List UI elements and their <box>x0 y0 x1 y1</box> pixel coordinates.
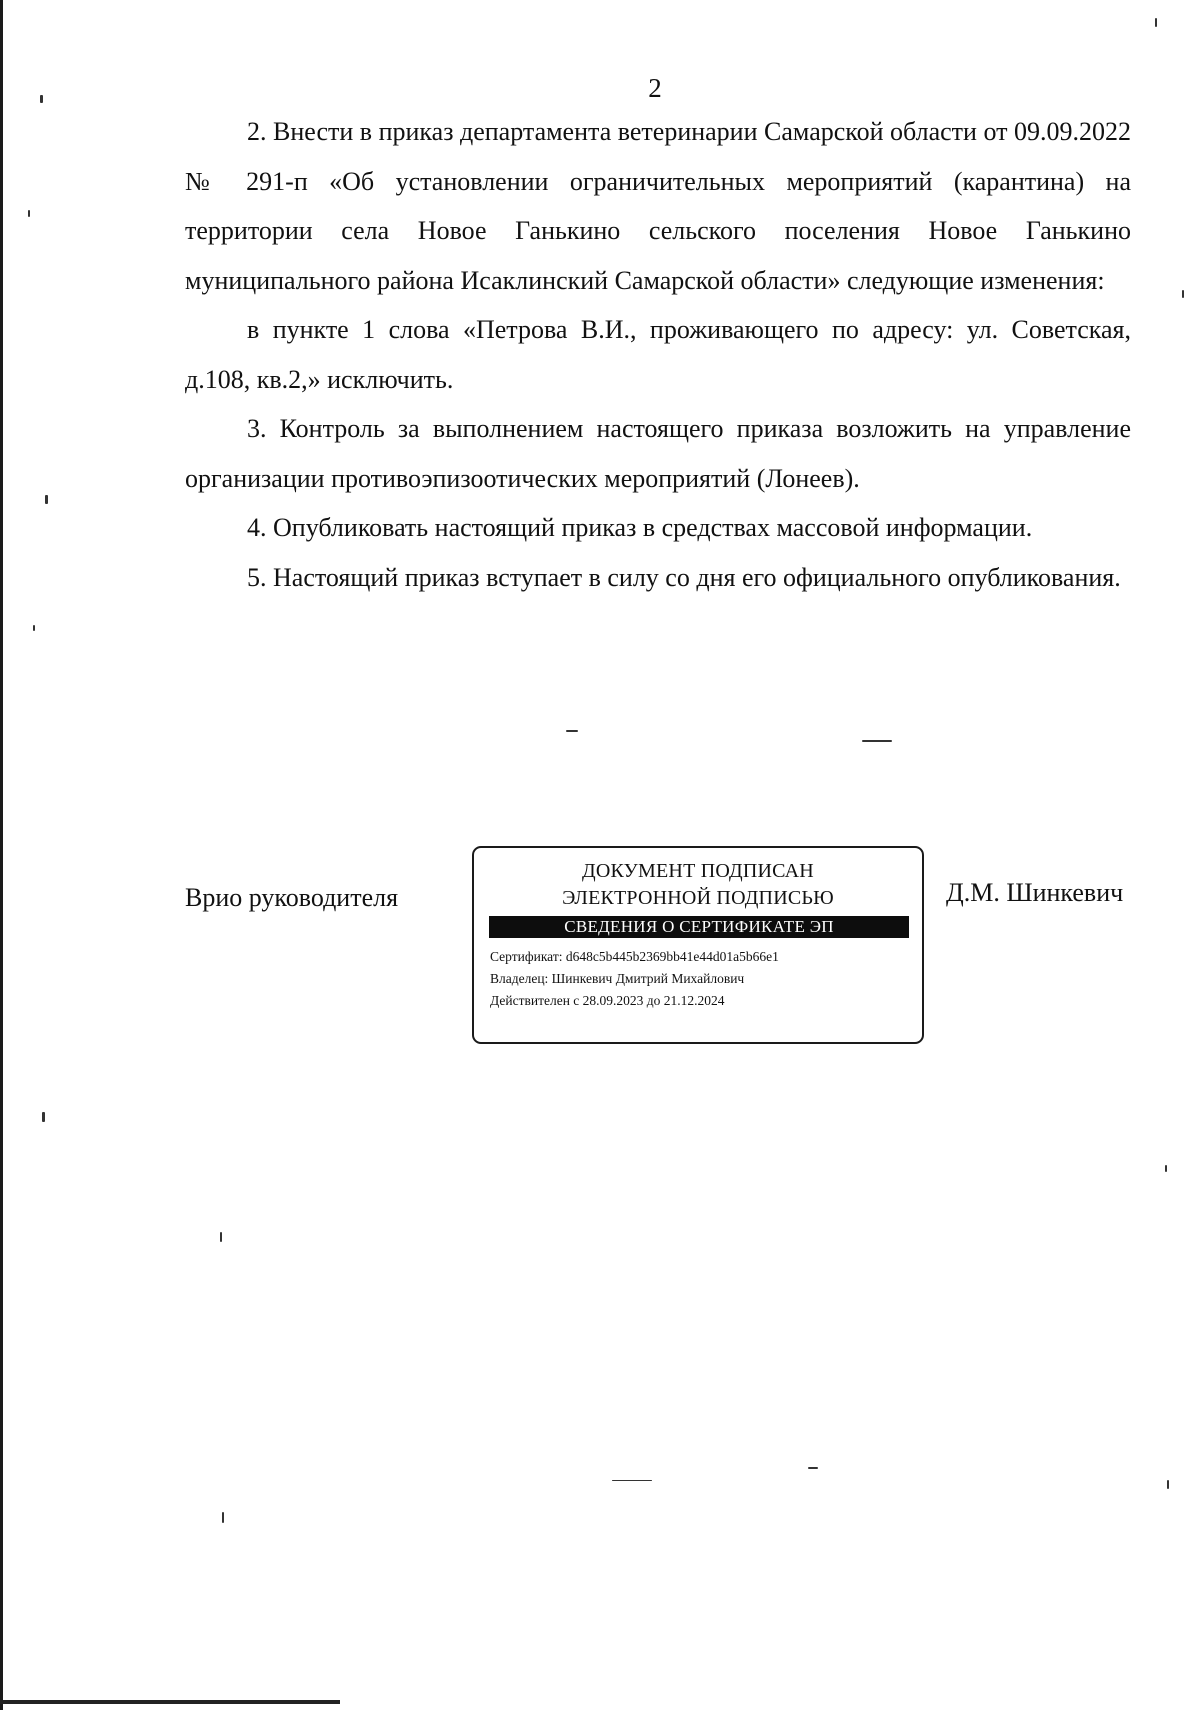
stamp-validity: Действителен с 28.09.2023 до 21.12.2024 <box>490 993 725 1008</box>
scan-speck <box>220 1232 222 1242</box>
scan-speck <box>808 1467 818 1469</box>
scan-speck <box>222 1512 224 1523</box>
page-number: 2 <box>648 73 662 103</box>
scan-speck <box>862 740 892 742</box>
scan-speck <box>1165 1165 1167 1172</box>
scan-speck <box>1182 290 1184 298</box>
scan-speck <box>612 1480 652 1481</box>
stamp-title <box>474 858 922 912</box>
scan-speck <box>40 95 43 103</box>
paragraph-item-4: 4. Опубликовать настоящий приказ в средствах массовой информации. <box>247 513 1033 542</box>
scan-left-edge <box>0 0 3 1710</box>
stamp-certificate-bar: СВЕДЕНИЯ О СЕРТИФИКАТЕ ЭП <box>489 916 909 938</box>
paragraph-item-2-change: в пункте 1 слова «Петрова В.И., проживающего по адресу: ул. Советская, д.108, кв.2,» исключить. <box>185 315 1131 394</box>
electronic-signature-stamp <box>472 846 924 1044</box>
signer-name: Д.М. Шинкевич <box>946 878 1124 907</box>
scan-speck <box>28 210 30 217</box>
scan-bottom-edge <box>0 1700 340 1704</box>
paragraph-item-3: 3. Контроль за выполнением настоящего приказа возложить на управление организации противоэпизоотических мероприятий (Лонеев). <box>185 414 1131 493</box>
scan-speck <box>566 730 578 732</box>
stamp-certificate: Сертификат: d648c5b445b2369bb41e44d01a5b66e1 <box>490 949 779 964</box>
scan-speck <box>1167 1480 1169 1489</box>
stamp-title-line-1: ДОКУМЕНТ ПОДПИСАН <box>582 860 814 882</box>
stamp-details <box>490 946 910 1012</box>
scan-speck <box>45 495 48 504</box>
paragraph-item-2: 2. Внести в приказ департамента ветеринарии Самарской области от 09.09.2022 № 291-п «Об установлении ограничительных мероприятий (карантина) на территории села Новое Ганькино сельского поселения Новое Ганькино муниципального района Исаклинский Самарской области» следующие изменения: <box>185 117 1131 295</box>
stamp-title-line-2: ЭЛЕКТРОННОЙ ПОДПИСЬЮ <box>562 887 834 909</box>
order-body <box>185 107 1131 602</box>
stamp-owner: Владелец: Шинкевич Дмитрий Михайлович <box>490 971 745 986</box>
paragraph-item-5: 5. Настоящий приказ вступает в силу со дня его официального опубликования. <box>247 562 1121 592</box>
scan-speck <box>1155 18 1157 27</box>
signer-position: Врио руководителя <box>185 883 399 912</box>
scan-speck <box>42 1112 45 1122</box>
scan-speck <box>33 625 35 631</box>
